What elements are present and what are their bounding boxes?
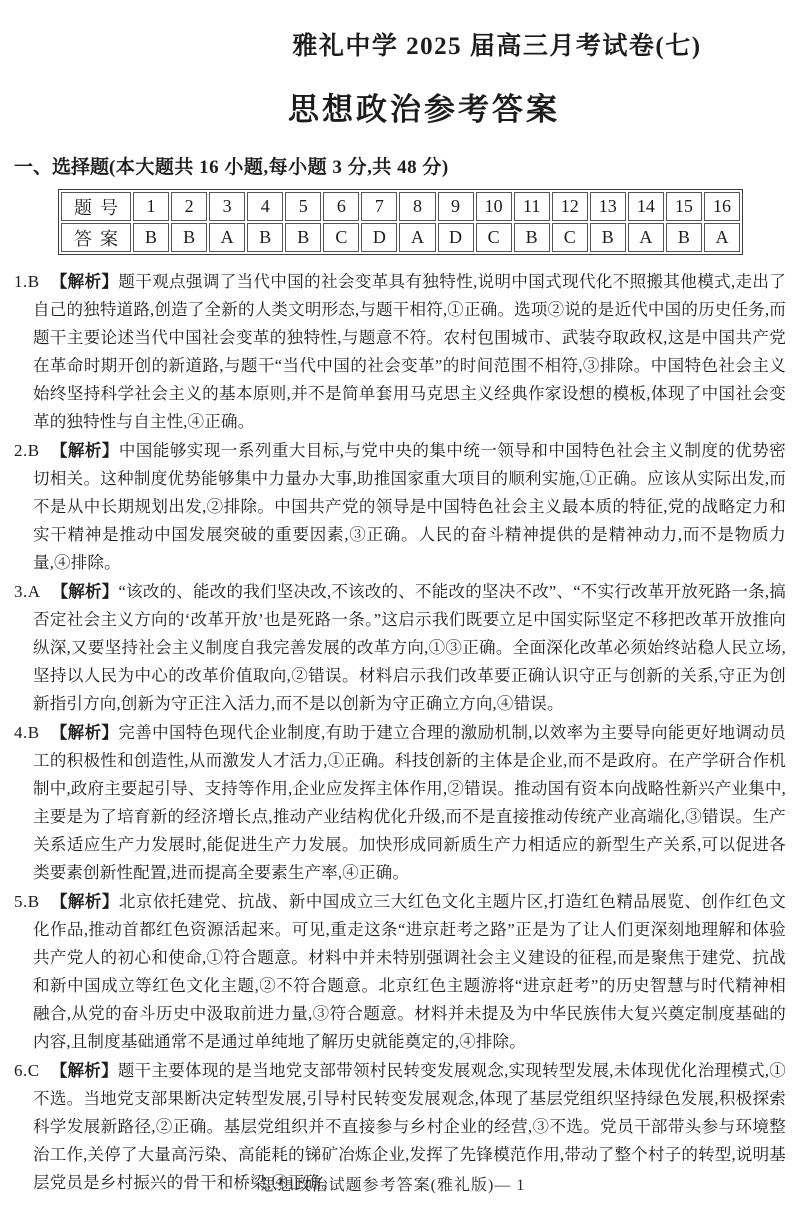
question-number-cell: 13 [590, 192, 626, 221]
answer-cell: C [552, 223, 588, 252]
question-number-cell: 16 [704, 192, 740, 221]
question-number-cell: 6 [323, 192, 359, 221]
explanation-item [14, 437, 786, 577]
question-number-cell: 7 [361, 192, 397, 221]
question-number-cell: 12 [552, 192, 588, 221]
explanation-label: 1.B [14, 272, 40, 291]
answer-cell: D [438, 223, 474, 252]
explanation-label: 5.B [14, 892, 40, 911]
question-number-cell: 3 [209, 192, 245, 221]
answer-cell: B [171, 223, 207, 252]
page-footer: 思想政治试题参考答案(雅礼版)— 1 [260, 1177, 526, 1194]
explanation-item [14, 888, 786, 1056]
answer-cell: B [590, 223, 626, 252]
explanation-text: 题干观点强调了当代中国的社会变革具有独特性,说明中国式现代化不照搬其他模式,走出了自己的独特道路,创造了全新的人类文明形态,与题干相符,①正确。选项②说的是近代中国的历史任务,而题干主要论述当代中国社会变革的独特性,与题意不符。农村包围城市、武装夺取政权,这是中国共产党在革命时期开创的新道路,与题干“当代中国的社会变革”的时间范围不相符,③排除。中国特色社会主义始终坚持科学社会主义的基本原则,并不是简单套用马克思主义经典作家设想的模板,体现了中国社会变革的独特性与自主性,④正确。 [33, 272, 786, 431]
answer-cell: A [628, 223, 664, 252]
answer-cell: B [666, 223, 702, 252]
section-heading [14, 156, 786, 180]
explanations [14, 268, 786, 1197]
question-number-row [61, 192, 740, 221]
analysis-tag: 【解析】 [50, 1062, 118, 1080]
explanation-text: 北京依托建党、抗战、新中国成立三大红色文化主题片区,打造红色精品展览、创作红色文化作品,推动首都红色资源活起来。可见,重走这条“进京赶考之路”正是为了让人们更深刻地理解和体验共产党人的初心和使命,①符合题意。材料中并未特别强调社会主义建设的征程,而是聚焦于建党、抗战和新中国成立等红色文化主题,②不符合题意。北京红色主题游将“进京赶考”的历史智慧与时代精神相融合,从党的奋斗历史中汲取前进力量,③符合题意。材料并未提及为中华民族伟大复兴奠定制度基础的内容,且制度基础通常不是通过单纯地了解历史就能奠定的,④排除。 [33, 892, 786, 1051]
answer-cell: D [361, 223, 397, 252]
answer-cell: A [704, 223, 740, 252]
row-header-question: 题号 [61, 192, 131, 221]
section-heading-note: (本大题共 16 小题,每小题 3 分,共 48 分) [109, 157, 449, 178]
explanation-item [14, 578, 786, 718]
question-number-cell: 4 [247, 192, 283, 221]
analysis-tag: 【解析】 [50, 724, 119, 742]
answer-table [58, 189, 743, 255]
row-header-answer: 答案 [61, 223, 131, 252]
answer-cell: B [514, 223, 550, 252]
question-number-cell: 1 [133, 192, 169, 221]
explanation-text: 中国能够实现一系列重大目标,与党中央的集中统一领导和中国特色社会主义制度的优势密切相关。这种制度优势能够集中力量办大事,助推国家重大项目的顺利实施,①正确。应该从实际出发,而不是从中长期规划出发,②排除。中国共产党的领导是中国特色社会主义最本质的特征,党的战略定力和实干精神是推动中国发展突破的重要因素,③正确。人民的奋斗精神提供的是精神动力,而不是物质力量,④排除。 [33, 441, 786, 572]
page-subtitle: 思想政治参考答案 [288, 92, 560, 127]
question-number-cell: 15 [666, 192, 702, 221]
explanation-item [14, 268, 786, 436]
explanation-text: 完善中国特色现代企业制度,有助于建立合理的激励机制,以效率为主要导向能更好地调动员工的积极性和创造性,从而激发人才活力,①正确。科技创新的主体是企业,而不是政府。在产学研合作机制中,政府主要起引导、支持等作用,企业应发挥主体作用,②错误。推动国有资本向战略性新兴产业集中,主要是为了培育新的经济增长点,推动产业结构优化升级,而不是直接推动传统产业高端化,③错误。生产关系适应生产力发展时,能促进生产力发展。加快形成同新质生产力相适应的新型生产关系,可以促进各类要素创新性配置,进而提高全要素生产率,④正确。 [33, 723, 786, 882]
answer-cell: B [285, 223, 321, 252]
analysis-tag: 【解析】 [50, 273, 119, 291]
explanation-text: 题干主要体现的是当地党支部带领村民转变发展观念,实现转型发展,未体现优化治理模式,①不选。当地党支部果断决定转型发展,引导村民转变发展观念,体现了基层党组织坚持绿色发展,积极探索科学发展新路径,②正确。基层党组织并不直接参与乡村企业的经营,③不选。党员干部带头参与环境整治工作,关停了大量高污染、高能耗的锑矿冶炼企业,发挥了先锋模范作用,带动了整个村子的转型,说明基层党员是乡村振兴的骨干和桥梁,④正确。 [33, 1061, 786, 1192]
answer-row [61, 223, 740, 252]
analysis-tag: 【解析】 [51, 583, 119, 601]
explanation-item [14, 719, 786, 887]
explanation-label: 4.B [14, 723, 40, 742]
answer-cell: C [323, 223, 359, 252]
question-number-cell: 8 [399, 192, 435, 221]
question-number-cell: 5 [285, 192, 321, 221]
answer-cell: C [476, 223, 512, 252]
answer-cell: A [399, 223, 435, 252]
answer-cell: B [247, 223, 283, 252]
explanation-label: 2.B [14, 441, 40, 460]
question-number-cell: 10 [476, 192, 512, 221]
page-title: 雅礼中学 2025 届高三月考试卷(七) [292, 33, 702, 60]
question-number-cell: 14 [628, 192, 664, 221]
analysis-tag: 【解析】 [50, 893, 119, 911]
question-number-cell: 9 [438, 192, 474, 221]
answer-cell: B [133, 223, 169, 252]
explanation-text: “该改的、能改的我们坚决改,不该改的、不能改的坚决不改”、“不实行改革开放死路一条,搞否定社会主义方向的‘改革开放’也是死路一条。”这启示我们既要立足中国实际坚定不移把改革开放推向纵深,又要坚持社会主义制度自我完善发展的改革方向,①③正确。全面深化改革必须始终站稳人民立场,坚持以人民为中心的改革价值取向,②错误。材料启示我们改革要正确认识守正与创新的关系,守正为创新指引方向,创新为守正注入活力,而不是以创新为守正确立方向,④错误。 [33, 582, 786, 713]
analysis-tag: 【解析】 [50, 442, 119, 460]
question-number-cell: 11 [514, 192, 550, 221]
question-number-cell: 2 [171, 192, 207, 221]
explanation-label: 3.A [14, 582, 41, 601]
section-heading-label: 一、选择题 [14, 157, 110, 178]
explanation-label: 6.C [14, 1061, 40, 1080]
answer-cell: A [209, 223, 245, 252]
